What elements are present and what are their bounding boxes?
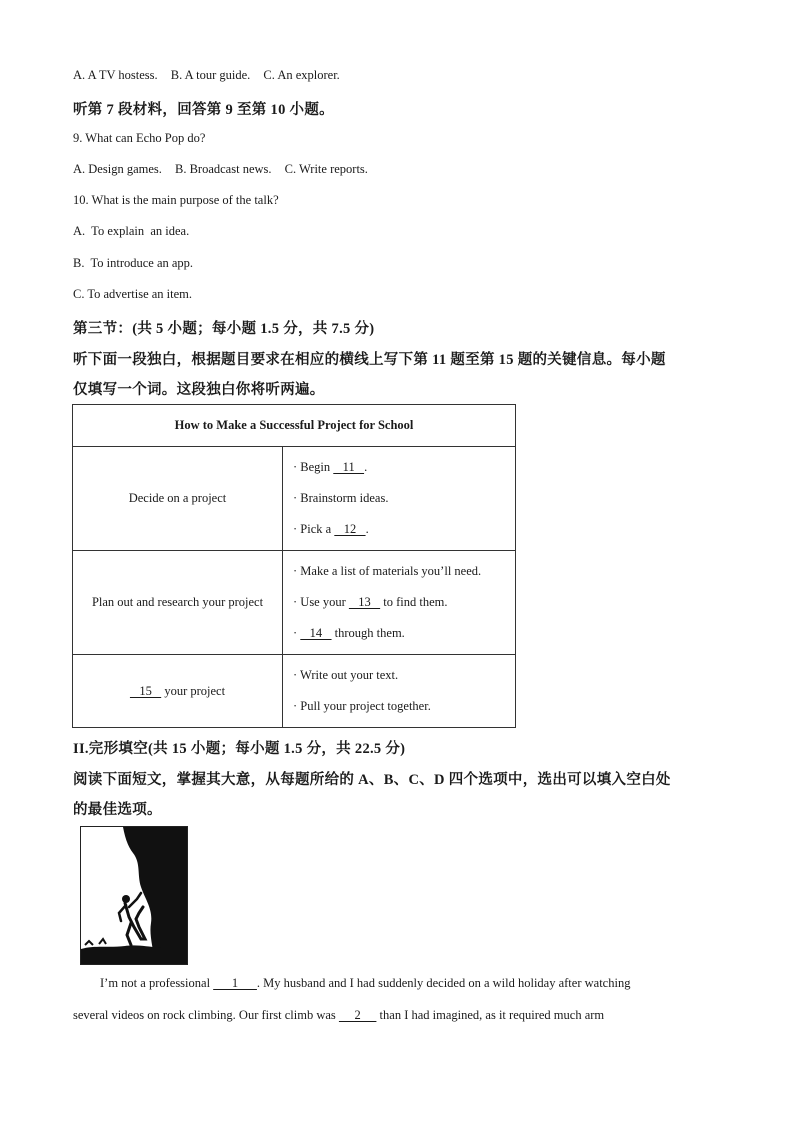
q9-question: 9. What can Echo Pop do? [73,131,206,145]
answer-blank-12[interactable]: 12 [334,522,366,536]
list-item: · Pick a 12 . [293,514,515,545]
q9-option-c: C. Write reports. [284,162,368,176]
part3-instruction-line1: 听下面一段独白，根据题目要求在相应的横线上写下第 11 题至第 15 题的关键信息。每小题 [73,352,666,368]
part3-instruction-line2: 仅填写一个词。这段独白你将听两遍。 [73,382,325,398]
answer-blank-11[interactable]: 11 [333,460,365,474]
part2-instruction-line1: 阅读下面短文，掌握其大意，从每题所给的 A、B、C、D 四个选项中，选出可以填入空白处 [73,772,671,788]
q10-option-a: A. To explain an idea. [73,224,190,238]
list-item: · 14 through them. [293,618,515,649]
passage-line2: several videos on rock climbing. Our first climb was 2 than I had imagined, as it required much arm [73,1008,605,1022]
answer-blank-15[interactable]: 15 [129,683,162,698]
q9-options [73,162,368,177]
list-item: · Brainstorm ideas. [293,491,389,505]
row-label: Decide on a project [73,447,283,551]
table-row [73,447,516,551]
list-item: · Write out your text. [293,668,399,682]
q8-option-a: A. A TV hostess. [73,68,158,82]
part3-title: 第三节：(共 5 小题；每小题 1.5 分，共 7.5 分) [73,321,375,337]
row-items [283,447,516,551]
row-items [283,655,516,728]
section7-instruction: 听第 7 段材料，回答第 9 至第 10 小题。 [73,102,334,118]
project-table [72,404,516,728]
part2-instruction-line2: 的最佳选项。 [73,802,162,818]
row-items [283,551,516,655]
answer-blank-14[interactable]: 14 [300,626,332,640]
q9-option-a: A. Design games. [73,162,162,176]
cloze-blank-2[interactable]: 2 [338,1008,377,1022]
list-item: · Begin 11 . [293,452,515,483]
q10-option-c: C. To advertise an item. [73,287,193,301]
row-label: Plan out and research your project [73,551,283,655]
cloze-blank-1[interactable]: 1 [213,976,257,990]
q10-option-b: B. To introduce an app. [73,256,194,270]
passage-line1: I’m not a professional 1 . My husband and I had suddenly decided on a wild holiday after watching [100,976,631,990]
table-title: How to Make a Successful Project for School [73,405,516,447]
q8-option-c: C. An explorer. [263,68,340,82]
q9-option-b: B. Broadcast news. [175,162,272,176]
q8-option-b: B. A tour guide. [170,68,251,82]
part2-title: II.完形填空(共 15 小题；每小题 1.5 分，共 22.5 分) [73,741,406,757]
q8-options [73,68,340,83]
q10-question: 10. What is the main purpose of the talk? [73,193,279,207]
table-row [73,551,516,655]
list-item: · Use your 13 to find them. [293,587,515,618]
climber-silhouette-icon [81,827,187,964]
list-item: · Make a list of materials you’ll need. [293,564,482,578]
list-item: · Pull your project together. [293,699,431,713]
row-label: 15 your project [73,655,283,728]
answer-blank-13[interactable]: 13 [348,595,381,609]
rock-climbing-illustration [80,826,188,965]
table-row [73,655,516,728]
